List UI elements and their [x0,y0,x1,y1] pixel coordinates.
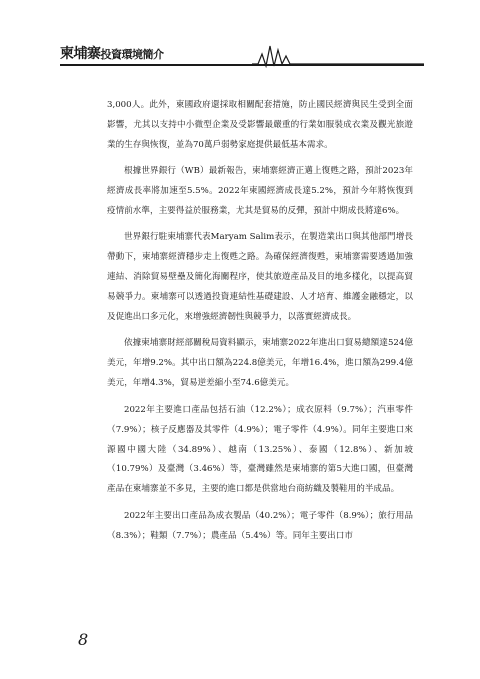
paragraph: 依據柬埔寨財經部關稅局資料顯示，柬埔寨2022年進出口貿易總額達524億美元，年增9.2%。其中出口額為224.8億美元，年增16.4%，進口額為299.4億美元，年增4.3%，貿易逆差縮小至74.6億美元。 [107,338,413,389]
header-title-sub: 投資環境簡介 [100,48,164,61]
paragraph: 2022年主要進口產品包括石油（12.2%）；成衣原料（9.7%）；汽車零件（7.9%）；核子反應器及其零件（4.9%）；電子零件（4.9%）。同年主要進口來源國中國大陸（34.89%）、越南（13.25%）、泰國（12.8%）、新加坡（10.79%）及臺灣（3.46%）等，臺灣雖然是柬埔寨的第5大進口國，但臺灣產品在柬埔寨並不多見，主要的進口都是供當地台商紡織及製鞋用的半成品。 [107,404,413,495]
page-number: 8 [78,630,89,649]
paragraph: 3,000人。此外，柬國政府還採取相關配套措施，防止國民經濟與民生受到全面影響，尤其以支持中小微型企業及受影響最嚴重的行業如服裝成衣業及觀光旅遊業的生存與恢復，並為70萬戶弱勢家庭提供最低基本需求。 [107,100,413,150]
body-text [107,96,413,553]
header-rule [60,64,424,66]
header-title [60,46,164,63]
paragraph: 世界銀行駐柬埔寨代表Maryam Salim表示，在製造業出口與其他部門增長帶動下，柬埔寨經濟穩步走上復甦之路。為確保經濟復甦，柬埔寨需要透過加強連結、消除貿易壁壘及簡化海關程序，使其旅遊產品及目的地多樣化，以提高貿易競爭力。柬埔寨可以透過投資連結性基礎建設、人才培育、維護金融穩定，以及促進出口多元化，來增強經濟韌性與競爭力，以落實經濟成長。 [107,232,413,323]
page-header [60,46,424,66]
paragraph: 2022年主要出口產品為成衣製品（40.2%）；電子零件（8.9%）；旅行用品（8.3%）；鞋類（7.7%）；農產品（5.4%）等。同年主要出口市 [107,510,413,541]
header-title-main: 柬埔寨 [60,46,101,62]
paragraph: 根據世界銀行（WB）最新報告，柬埔寨經濟正邁上復甦之路，預計2023年經濟成長率將加速至5.5%。2022年柬國經濟成長達5.2%，預計今年將恢復到疫情前水準，主要得益於服務業，尤其是貿易的反彈，預計中期成長將達6%。 [107,166,413,217]
